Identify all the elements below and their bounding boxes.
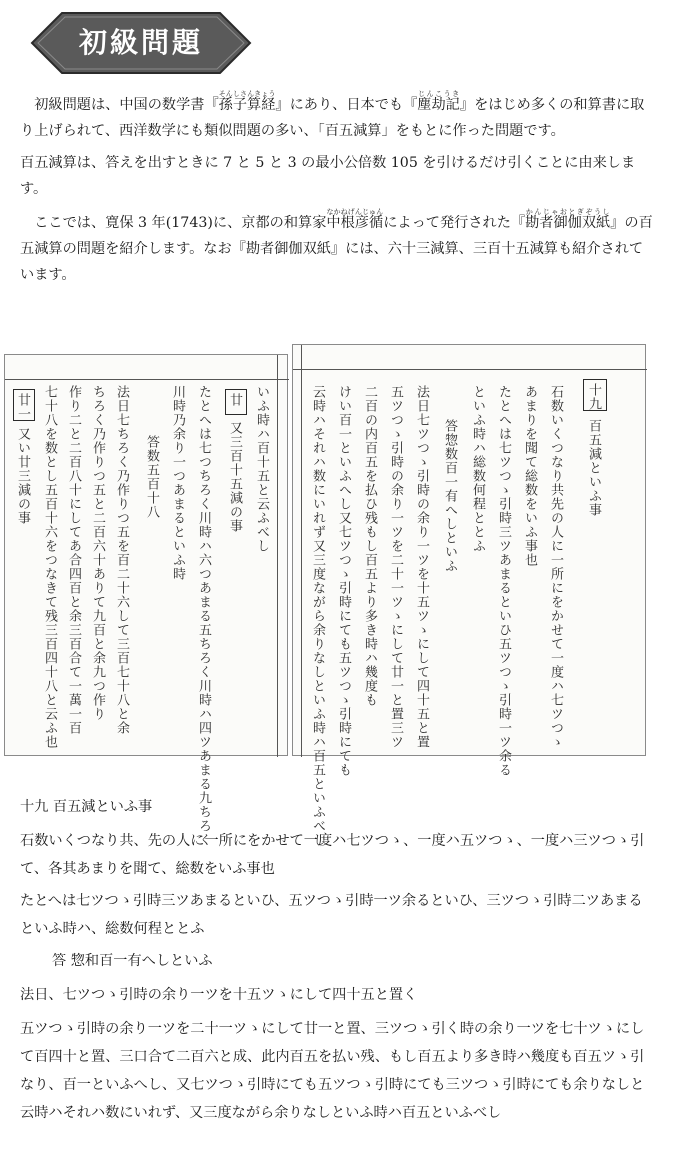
- scan-right-col-10: けい百一といふへし又七ツつゝ引時にても五ツつゝ引時にても: [336, 385, 351, 777]
- intro-p3-text-a: ここでは、寛保 3 年(1743)に、京都の和算家: [34, 215, 327, 231]
- scan-left-col-2: 七十八を数とし五百十六をつなきて残三百四十八と云ふ也: [42, 385, 57, 749]
- scan-right-col-1: 百五減といふ事: [586, 419, 601, 517]
- ruby-sonshi-reading: そんしさんきょう: [218, 90, 276, 98]
- ruby-sonshi: [218, 90, 276, 113]
- ruby-jinkoki: [417, 90, 460, 113]
- scan-right-col-5: といふ時ハ総数何程ととふ: [470, 385, 485, 553]
- transcription-line-6: 法日、七ツつゝ引時の余り一ツを十五ツゝにして四十五と置く: [20, 987, 418, 1003]
- ruby-kanja: [525, 208, 611, 231]
- scan-left-top-rule: [5, 379, 289, 380]
- scan-right-col-3: あまりを聞て総数をいふ事也: [522, 385, 537, 567]
- transcription-line-4: といふ時ハ、総数何程ととふ: [20, 921, 205, 937]
- scan-right-side-rule: [301, 345, 302, 757]
- scan-right-col-11: 云時ハそれハ数にいれず又三度ながら余りなしといふ時ハ百五といふべし: [310, 385, 325, 847]
- scan-left-col-10: いふ時ハ百十五と云ふべし: [254, 385, 269, 553]
- page-title: 初級問題: [78, 26, 203, 59]
- ruby-nakane-base: 中根彦循: [326, 215, 384, 231]
- intro-paragraph-2: 百五減算は、答えを出すときに 7 と 5 と 3 の最小公倍数 105 を引けるだけ引くことに由来します。: [20, 155, 636, 197]
- scan-page-right: [292, 344, 646, 847]
- scan-right-top-rule: [293, 369, 647, 370]
- ruby-kanja-base: 勘者御伽双紙: [525, 215, 611, 231]
- intro-p3-text-c: 』の百五減算の問題を紹介します。なお『勘者御伽双紙』には、六十三減算、三百十五減算も紹介されています。: [20, 215, 653, 283]
- intro-paragraph-3: [20, 208, 654, 288]
- ruby-nakane: [326, 208, 384, 231]
- scan-left-col-5: 法日七ちろく乃作りつ五を百二十六して三百七十八と余: [114, 385, 129, 735]
- intro-p1-text-b: 』にあり、日本でも『: [275, 97, 418, 113]
- scan-left-box-1-label: 廿一: [15, 393, 30, 421]
- ruby-jinkoki-base: 塵劫記: [417, 97, 460, 113]
- scan-right-box-label: 十九: [586, 383, 601, 411]
- transcription-line-2: て、各其あまりを聞て、総数をいふ事也: [20, 861, 275, 877]
- scan-left-side-rule: [277, 355, 278, 757]
- intro-p3-text-b: によって発行された『: [383, 215, 526, 231]
- scan-right-col-6: 答惣数百一有へしといふ: [442, 419, 457, 573]
- scan-right-col-2: 石数いくつなり共先の人に一所にをかせて一度ハ七ツつゝ: [548, 385, 563, 749]
- ruby-kanja-reading: かんじゃおとぎぞうし: [525, 208, 611, 216]
- scan-left-col-7: 川時乃余り一つあまるといふ時: [170, 385, 185, 581]
- ruby-sonshi-base: 孫子算経: [218, 97, 276, 113]
- scan-left-col-8: たとへは七つちろく川時ハ六つあまる五ちろく川時ハ四ツあまる九ちろく: [196, 385, 211, 847]
- scan-left-col-3: 作り二と二百八十にしてあ合四百と余三百合て一萬一百: [66, 385, 81, 735]
- scan-right-col-7: 法日七ツつゝ引時の余り一ツを十五ツゝにして四十五と置: [414, 385, 429, 749]
- transcription-line-3: たとへは七ツつゝ引時三ツあまるといひ、五ツつゝ引時一ツ余るといひ、三ツつゝ引時二ツあまる: [20, 893, 643, 909]
- transcription-answer: 答 惣和百一有へしといふ: [52, 953, 213, 969]
- ruby-nakane-reading: なかねげんじゅん: [326, 208, 384, 216]
- scan-left-box-2-label: 廿: [227, 393, 242, 407]
- transcription-line-7: 五ツつゝ引時の余り一ツを二十一ツゝにして廿一と置、三ツつゝ引く時の余り一ツを七十ツゝにし: [20, 1021, 645, 1037]
- transcription-line-9: なり、百一といふへし、又七ツつゝ引時にても五ツつゝ引時にても三ツつゝ引時にても余りなしと: [20, 1077, 645, 1093]
- intro-p1-text-c: 』をはじめ多くの和算書に取り上げられて、西洋数学にも類似問題の多い、「百五減算」をもとに作った問題です。: [20, 97, 645, 139]
- scan-right-col-8: 五ツつゝ引時の余り一ツを二十一ツゝにして廿一と置三ツ: [388, 385, 403, 749]
- ruby-jinkoki-reading: じんこうき: [417, 90, 460, 98]
- title-banner: [30, 10, 252, 76]
- transcription-line-10: 云時ハそれハ数にいれず、又三度ながら余りなしといふ時ハ百五といふべし: [20, 1105, 502, 1121]
- transcription-line-1: 石数いくつなり共、先の人に一所にをかせて一度ハ七ツつゝ、一度ハ五ツつゝ、一度ハ三ツつゝ引: [20, 833, 645, 849]
- intro-paragraph-1: [20, 90, 654, 144]
- scan-left-col-1: 又い廿三減の事: [15, 427, 30, 525]
- transcription-heading: 十九 百五減といふ事: [20, 799, 153, 815]
- scan-right-col-9: 二百の内百五を払ひ残もし百五より多き時ハ幾度も: [362, 385, 377, 707]
- transcription-line-8: て百四十と置、三口合て二百六と成、此内百五を払い残、もし百五より多き時ハ幾度も百五ツゝ引: [20, 1049, 645, 1065]
- intro-p1-text-a: 初級問題は、中国の数学書『: [34, 97, 219, 113]
- scan-left-col-9: 又三百十五減の事: [227, 421, 242, 533]
- scan-left-col-4: ちろく乃作りつ五と二百六十ありて九百と余九つ作り: [90, 385, 105, 721]
- scan-right-col-4: たとへは七ツつゝ引時三ツあまるといひ五ツつゝ引時一ツ余る: [496, 385, 511, 777]
- scan-left-col-6: 答数五百十八: [144, 435, 159, 519]
